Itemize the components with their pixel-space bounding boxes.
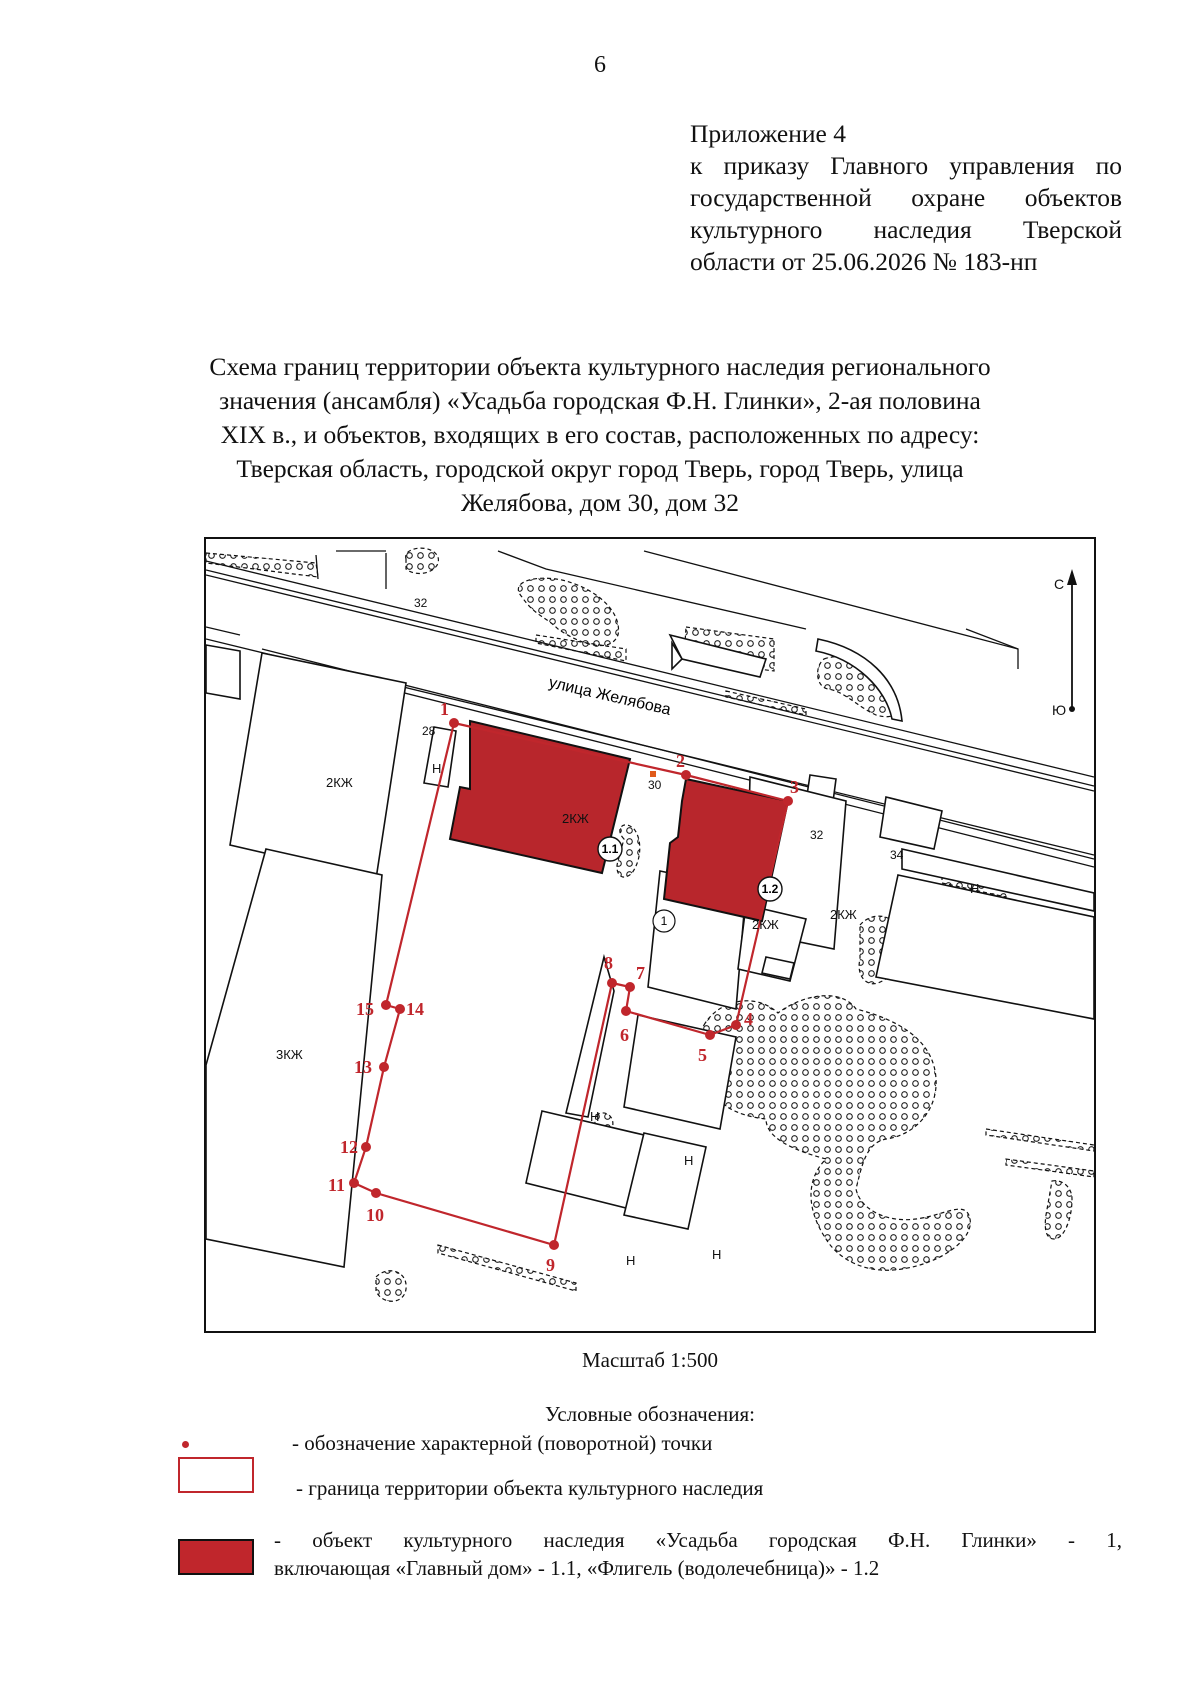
building-label: 3КЖ: [276, 1047, 303, 1062]
boundary-point: [783, 796, 793, 806]
building-label: Н: [432, 761, 442, 776]
boundary-point: [379, 1062, 389, 1072]
building-label: Н: [970, 881, 980, 896]
north-arrow: [1052, 569, 1077, 718]
street-name: улица Желябова: [547, 674, 673, 719]
legend-title: Условные обозначения:: [544, 1402, 756, 1426]
point-label: 12: [340, 1137, 358, 1157]
title-line: Желябова, дом 30, дом 32: [460, 488, 740, 517]
point-label: 10: [366, 1205, 384, 1225]
boundary-point: [395, 1004, 405, 1014]
house-number: 28: [422, 724, 436, 738]
building-label: Н: [590, 1109, 600, 1124]
badge-fligel-label: 1.2: [761, 882, 779, 896]
boundary-point: [349, 1178, 359, 1188]
point-label: 13: [354, 1057, 372, 1077]
house-number: 32: [810, 828, 824, 842]
point-label: 5: [698, 1045, 707, 1065]
point-label: 15: [356, 999, 374, 1019]
boundary-point: [381, 1000, 391, 1010]
building-label: 2КЖ: [752, 917, 779, 932]
compass-north: С: [1054, 576, 1065, 592]
title-line: Тверская область, городской округ город Тверь, город Тверь, улица: [236, 454, 964, 483]
point-label: 7: [636, 963, 645, 983]
boundary-point: [681, 770, 691, 780]
appendix-line: государственной охране объектов: [690, 183, 1122, 212]
point-label: 11: [328, 1175, 346, 1195]
house-number: 32: [414, 596, 428, 610]
house-number: 30: [648, 778, 662, 792]
title-line: Схема границ территории объекта культурного наследия регионального: [209, 352, 991, 381]
building-label: Н: [684, 1153, 694, 1168]
boundary-point: [607, 978, 617, 988]
building-outlines: [206, 635, 1094, 1267]
point-label: 8: [604, 953, 613, 973]
heritage-buildings: [450, 721, 788, 921]
legend-boundary-symbol: [178, 1457, 254, 1493]
building-label: 2КЖ: [562, 811, 589, 826]
appendix-line: к приказу Главного управления по: [690, 151, 1122, 180]
building-label: 2КЖ: [326, 775, 353, 790]
legend-object-line: - объект культурного наследия «Усадьба городская Ф.Н. Глинки» - 1,: [274, 1528, 1122, 1552]
boundary-point: [625, 982, 635, 992]
boundary-point: [549, 1240, 559, 1250]
badge-main-house-label: 1.1: [601, 842, 619, 856]
point-label: 4: [744, 1009, 753, 1029]
building-label: Н: [712, 1247, 722, 1262]
legend-object-symbol: [178, 1539, 254, 1575]
boundary-point: [731, 1020, 741, 1030]
title-line: XIX в., и объектов, входящих в его состав, расположенных по адресу:: [220, 420, 980, 449]
title-line: значения (ансамбля) «Усадьба городская Ф.Н. Глинки», 2-ая половина: [219, 386, 981, 415]
page-number: 6: [594, 52, 606, 78]
legend-object-line: включающая «Главный дом» - 1.1, «Флигель (водолечебница)» - 1.2: [274, 1556, 880, 1580]
compass-south: Ю: [1052, 702, 1067, 718]
boundary-point: [361, 1142, 371, 1152]
document-title: [150, 350, 1050, 520]
legend-boundary-text: - граница территории объекта культурного наследия: [296, 1476, 764, 1500]
boundary-point: [705, 1030, 715, 1040]
boundary-point: [621, 1006, 631, 1016]
badge-ensemble-label: 1: [660, 914, 668, 928]
appendix-line: Приложение 4: [690, 119, 846, 148]
gate-marker: [650, 771, 656, 777]
map-scale: Масштаб 1:500: [581, 1348, 718, 1372]
point-label: 9: [546, 1255, 555, 1275]
boundary-map: [204, 537, 1096, 1333]
point-label: 1: [440, 699, 449, 719]
map-drawing: [206, 539, 1094, 1331]
building-label: 2КЖ: [830, 907, 857, 922]
boundary-point: [449, 718, 459, 728]
building-label: Н: [626, 1253, 636, 1268]
legend-object-text: [274, 1526, 1122, 1582]
boundary-point: [371, 1188, 381, 1198]
legend-point-symbol: [182, 1441, 189, 1448]
legend-point-text: - обозначение характерной (поворотной) точки: [292, 1431, 713, 1455]
appendix-line: области от 25.06.2026 № 183-нп: [690, 247, 1038, 276]
point-label: 6: [620, 1025, 629, 1045]
point-label: 2: [676, 751, 685, 771]
appendix-line: культурного наследия Тверской: [690, 215, 1122, 244]
point-label: 14: [406, 999, 424, 1019]
house-number: 34: [890, 848, 904, 862]
point-label: 3: [790, 777, 799, 797]
appendix-header: [690, 118, 1122, 278]
